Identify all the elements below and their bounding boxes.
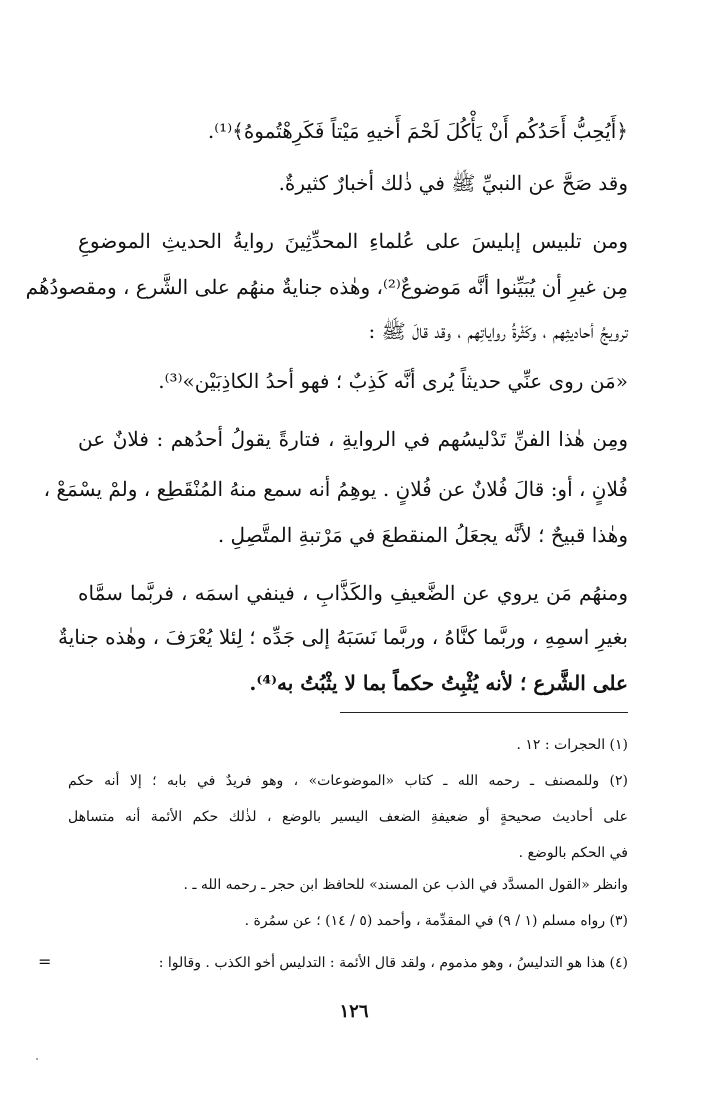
page-number: ١٢٦ — [339, 1001, 369, 1022]
footnote-separator — [340, 712, 628, 713]
body-line: مِن غيرِ أن يُبَيِّنوا أنَّه مَوضوعٌ⁽²⁾، وهٰذه جنايةٌ منهُم على الشَّرع ، ومقصودُهُم — [25, 275, 628, 299]
footnote-2: (٢) وللمصنف ـ رحمه الله ـ كتاب «الموضوعات» ، وهو فريدٌ في بابه ؛ إلا أنه حكم — [68, 773, 628, 789]
body-line: ومِن هٰذا الفنِّ تَدْليسُهم في الروايةِ ، فتارةً يقولُ أحدُهم : فلانٌ عن — [78, 427, 628, 451]
body-line: ترويجُ أحاديثِهم ، وكَثْرةُ رواياتِهم ، وقد قالَ ﷺ : — [368, 319, 628, 343]
body-line: ومنهُم مَن يروي عن الضَّعيفِ والكَذَّابِ ، فينفي اسمَه ، فربَّما سمَّاه — [78, 581, 628, 605]
footnote-2-cont: في الحكم بالوضع . — [518, 845, 628, 861]
footnote-2-note: وانظر «القول المسدَّد في الذب عن المسند» للحافظ ابن حجر ـ رحمه الله ـ . — [183, 877, 628, 893]
body-line: بغيرِ اسمِهِ ، وربَّما كنَّاهُ ، وربَّما نَسَبَهُ إلى جَدِّه ؛ لِئلا يُعْرَفَ ، وهٰذه جنايةٌ — [57, 625, 628, 649]
body-line: وقد صَحَّ عن النبيِّ ﷺ في ذٰلك أخبارٌ كثيرةٌ. — [278, 171, 628, 195]
body-line: على الشَّرع ؛ لأنه يُثْبِتُ حكماً بما لا يثْبُتُ به⁽⁴⁾. — [249, 671, 628, 695]
footnote-4: (٤) هذا هو التدليسُ ، وهو مذموم ، ولقد قال الأئمة : التدليس أخو الكذب . وقالوا : — [158, 955, 628, 971]
footnote-2-cont: على أحاديث صحيحةٍ أو ضعيفةِ الضعف اليسير بالوضع ، لذٰلك حكم الأئمة أنه متساهل — [68, 809, 628, 825]
footnote-1: (١) الحجرات : ١٢ . — [516, 737, 628, 753]
hadith-line: «مَن روى عنِّي حديثاً يُرى أنَّه كَذِبٌ ؛ فهو أحدُ الكاذِبَيْن»⁽³⁾. — [158, 369, 628, 393]
quran-verse-line: ﴿أَيُحِبُّ أَحَدُكُم أَنْ يَأْكُلَ لَحْمَ أَخيهِ مَيْتاً فَكَرِهْتُموهُ﴾⁽¹⁾. — [207, 119, 628, 143]
body-line: ومن تلبيس إبليسَ على عُلماءِ المحدِّثِينَ روايةُ الحديثِ الموضوعِ — [78, 229, 628, 253]
body-line: فُلانٍ ، أو: قالَ فُلانٌ عن فُلانٍ . يوهِمُ أنه سمع منهُ المُنْقَطِع ، ولمْ يسْمَعْ ، — [43, 477, 628, 501]
scan-speck — [36, 1058, 38, 1060]
continuation-mark: = — [38, 952, 52, 971]
body-line: وهٰذا قبيحٌ ؛ لأنَّه يجعَلُ المنقطعَ في مَرْتبةِ المتَّصِلِ . — [217, 523, 628, 547]
footnote-3: (٣) رواه مسلم (١ / ٩) في المقدِّمة ، وأحمد (٥ / ١٤) ؛ عن سمُرة . — [244, 913, 628, 929]
